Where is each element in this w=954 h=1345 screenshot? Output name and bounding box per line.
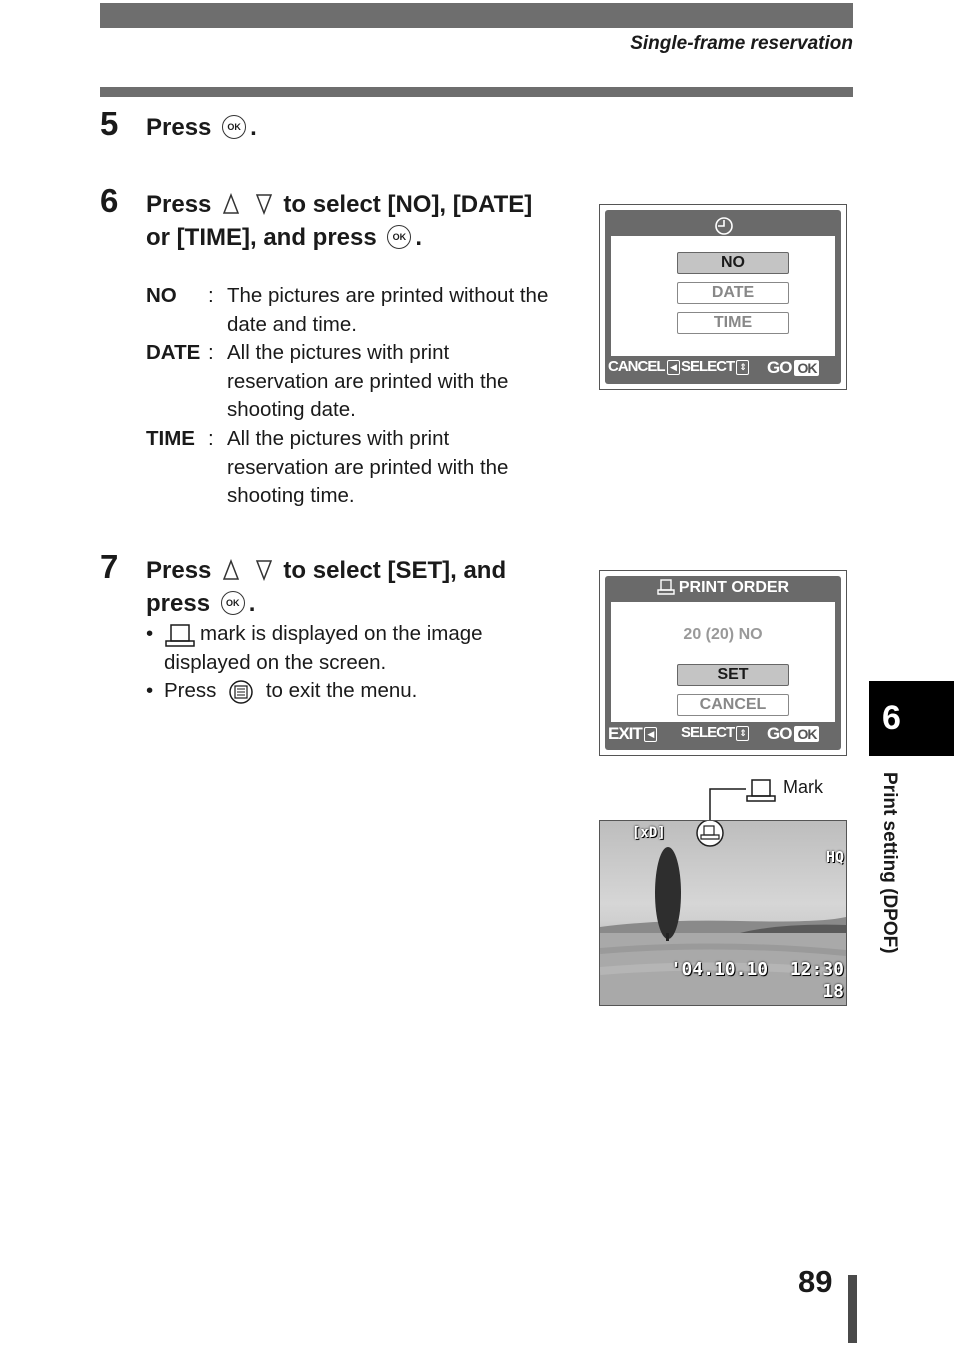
option-no[interactable]: NO	[677, 252, 789, 274]
option-panel	[611, 236, 835, 356]
ok-key-icon: OK	[794, 360, 819, 376]
left-key-icon: ◀	[667, 360, 680, 375]
chapter-number: 6	[882, 699, 901, 737]
go-hint: GO OK	[767, 358, 819, 378]
step-6-line1: to select [NO], [DATE]	[283, 191, 533, 218]
option-date[interactable]: DATE	[677, 282, 789, 304]
card-indicator: [xD]	[632, 825, 666, 841]
definition-line: All the pictures with print	[227, 341, 450, 364]
definition-line: reservation are printed with the	[227, 369, 509, 393]
definition-term: NO	[146, 284, 177, 307]
step-number: 7	[100, 548, 119, 585]
quality-indicator: HQ	[825, 848, 844, 866]
definition-no	[146, 282, 586, 339]
camera-playback-photo	[599, 820, 847, 1006]
option-cancel[interactable]: CANCEL	[677, 694, 789, 716]
menu-button-icon	[226, 679, 256, 705]
section-title: Single-frame reservation	[630, 33, 853, 54]
page-number-bar	[848, 1275, 857, 1343]
definition-line: shooting date.	[227, 398, 356, 421]
definition-sep: :	[208, 284, 214, 307]
step-5-period: .	[250, 114, 257, 141]
ok-key-icon: OK	[794, 726, 819, 742]
bullet-text-line2: displayed on the screen.	[164, 650, 387, 674]
up-down-key-icon: ⇕	[736, 360, 749, 375]
mark-label: Mark	[783, 777, 823, 797]
definition-line: shooting time.	[227, 484, 355, 507]
page-number: 89	[798, 1264, 833, 1299]
screen-button-bar	[605, 356, 841, 380]
left-key-icon: ◀	[644, 727, 657, 742]
clock-icon	[712, 216, 736, 236]
step-number: 6	[100, 182, 119, 219]
datetime-display: '04.10.10 12:30	[670, 959, 844, 980]
step-7-period: .	[248, 590, 256, 617]
header-rule	[100, 87, 853, 97]
definition-sep: :	[208, 427, 214, 450]
step-7-text	[146, 554, 586, 620]
up-arrow-icon	[221, 559, 241, 581]
bullet-text: mark is displayed on the image	[200, 622, 483, 645]
up-down-key-icon: ⇕	[736, 726, 749, 741]
bullet-text: Press	[164, 679, 217, 702]
up-arrow-icon	[221, 193, 241, 215]
step-7-line2: press	[146, 590, 211, 617]
definition-term: TIME	[146, 427, 195, 450]
print-mark-icon	[164, 622, 196, 648]
ok-button-icon: OK	[221, 591, 245, 615]
frame-count: 18	[822, 981, 844, 1002]
cancel-hint: CANCEL ◀	[608, 358, 680, 375]
go-hint: GO OK	[767, 724, 819, 744]
chapter-tab	[869, 681, 954, 756]
option-panel	[611, 602, 835, 722]
step-5-press: Press	[146, 114, 212, 141]
select-hint: SELECT ⇕	[681, 724, 749, 741]
step-number: 5	[100, 105, 119, 142]
definition-line: date and time.	[227, 312, 357, 336]
chapter-title: Print setting (DPOF)	[879, 772, 900, 954]
header-bar	[100, 3, 853, 28]
step-6-text	[146, 188, 586, 254]
exit-hint: EXIT ◀	[608, 724, 657, 744]
bullet-item: • Press to exit the menu.	[146, 677, 586, 706]
camera-screen-print-order	[599, 570, 847, 756]
ok-button-icon: OK	[387, 225, 411, 249]
print-count: 20 (20) NO	[683, 626, 763, 643]
step-7-bullets	[146, 620, 586, 706]
definition-list	[146, 282, 586, 511]
select-hint: SELECT ⇕	[681, 358, 749, 375]
down-arrow-icon	[254, 559, 274, 581]
step-7-line1: to select [SET], and	[283, 557, 507, 584]
bullet-text: to exit the menu.	[265, 679, 418, 702]
step-6-line2: or [TIME], and press	[146, 224, 377, 251]
camera-screen-date-options	[599, 204, 847, 390]
step-6-period: .	[415, 224, 423, 251]
definition-line: The pictures are printed without the	[227, 284, 549, 307]
step-5-text	[146, 111, 257, 144]
definition-line: reservation are printed with the	[227, 455, 509, 479]
option-set[interactable]: SET	[677, 664, 789, 686]
ok-button-icon: OK	[222, 115, 246, 139]
definition-sep: :	[208, 341, 214, 364]
definition-term: DATE	[146, 341, 201, 364]
bullet-item: • mark is displayed on the image displayed on the screen.	[146, 620, 586, 677]
screen-title: PRINT ORDER	[605, 579, 841, 597]
down-arrow-icon	[254, 193, 274, 215]
print-order-icon	[657, 579, 675, 596]
option-time[interactable]: TIME	[677, 312, 789, 334]
step-6-press: Press	[146, 191, 212, 218]
definition-line: All the pictures with print	[227, 427, 450, 450]
definition-time	[146, 425, 586, 511]
screen-button-bar	[605, 722, 841, 746]
step-7-press: Press	[146, 557, 212, 584]
definition-date	[146, 339, 586, 425]
